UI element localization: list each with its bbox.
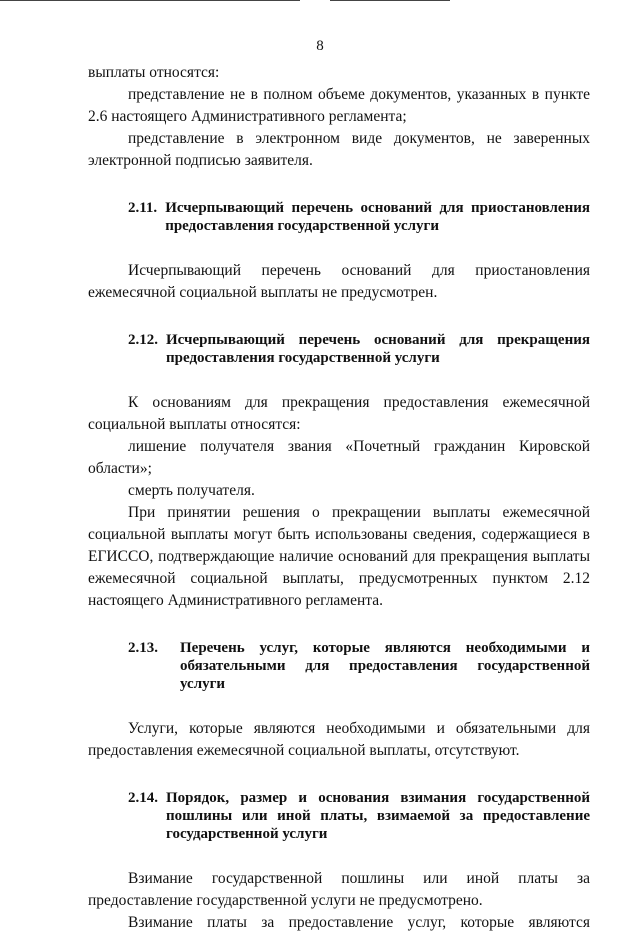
section-heading-2-13 xyxy=(88,639,590,693)
paragraph: представление не в полном объеме документов, указанных в пункте 2.6 настоящего Административного регламента; xyxy=(88,86,590,125)
scan-edge-line xyxy=(0,0,300,1)
section-heading-2-11 xyxy=(88,199,590,235)
paragraph: Исчерпывающий перечень оснований для приостановления ежемесячной социальной выплаты не предусмотрен. xyxy=(88,262,590,301)
paragraph: представление в электронном виде документов, не заверенных электронной подписью заявителя. xyxy=(88,130,590,169)
section-number: 2.14. xyxy=(128,790,158,806)
paragraph: лишение получателя звания «Почетный гражданин Кировской области»; xyxy=(88,438,590,477)
paragraph: Услуги, которые являются необходимыми и обязательными для предоставления ежемесячной социальной выплаты, отсутствуют. xyxy=(88,720,590,759)
paragraph: Взимание государственной пошлины или иной платы за предоставление государственной услуги не предусмотрено. xyxy=(88,870,590,909)
paragraph: К основаниям для прекращения предоставления ежемесячной социальной выплаты относятся: xyxy=(88,394,590,433)
section-heading-2-14 xyxy=(88,789,590,843)
paragraph: При принятии решения о прекращении выплаты ежемесячной социальной выплаты могут быть использованы сведения, содержащиеся в ЕГИССО, подтверждающие наличие оснований для прекращения выплаты ежемесячной социальной выплаты, предусмотренных пунктом 2.12 настоящего Административного регламента. xyxy=(88,504,590,609)
paragraph: смерть получателя. xyxy=(128,482,255,499)
section-heading-2-12 xyxy=(88,331,590,367)
scan-edge-line xyxy=(330,0,450,1)
section-title: Перечень услуг, которые являются необходимыми и обязательными для предоставления государственной услуги xyxy=(180,640,590,692)
intro-line: выплаты относятся: xyxy=(88,64,220,81)
section-title: Исчерпывающий перечень оснований для прекращения предоставления государственной услуги xyxy=(166,332,590,366)
page-number: 8 xyxy=(316,38,324,54)
section-number: 2.12. xyxy=(128,332,158,348)
section-title: Исчерпывающий перечень оснований для приостановления предоставления государственной услуги xyxy=(165,200,590,234)
paragraph: Взимание платы за предоставление услуг, которые являются xyxy=(128,914,590,931)
section-number: 2.11. xyxy=(128,200,158,216)
document-body xyxy=(88,62,590,934)
section-title: Порядок, размер и основания взимания государственной пошлины или иной платы, взимаемой за предоставление государственной услуги xyxy=(166,790,590,842)
section-number: 2.13. xyxy=(128,640,158,656)
